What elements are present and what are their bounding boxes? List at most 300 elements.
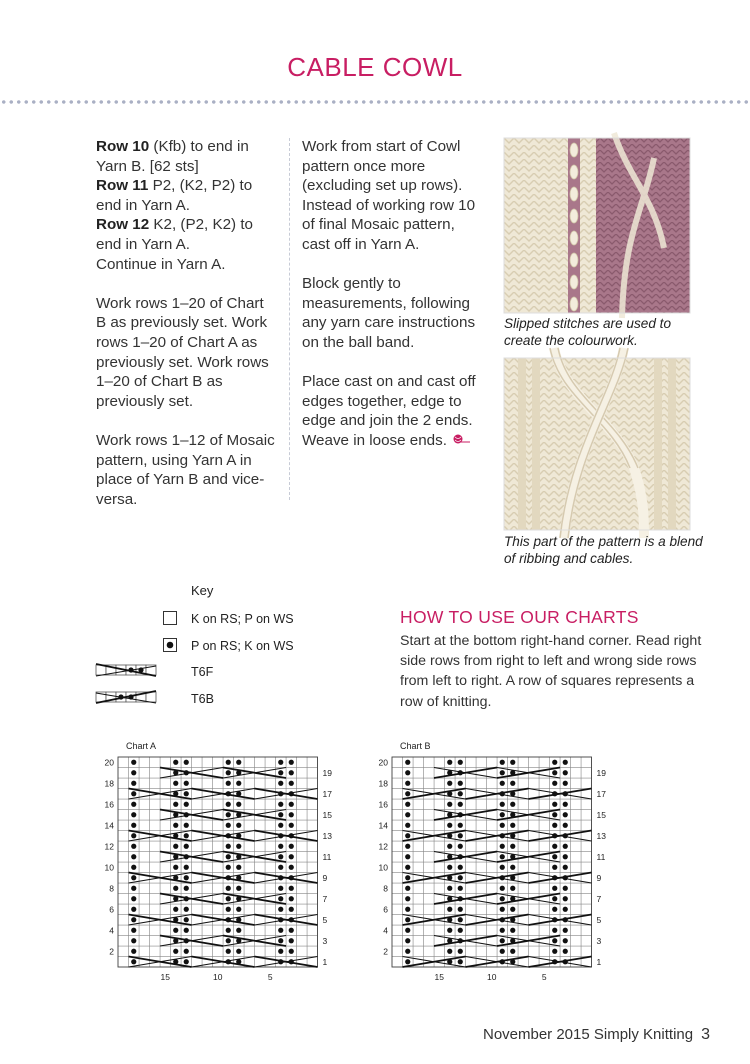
- row-label: 18: [104, 778, 114, 789]
- purl-dot: [500, 938, 505, 943]
- chart-cell: [518, 757, 529, 768]
- purl-dot: [552, 949, 557, 954]
- purl-dot: [289, 802, 294, 807]
- chart-cell: [571, 946, 582, 957]
- chart-cell: [571, 841, 582, 852]
- chart-cell: [539, 820, 550, 831]
- row-label: 11: [596, 851, 606, 862]
- chart-cell: [118, 915, 129, 926]
- purl-dot: [289, 760, 294, 765]
- chart-cell: [307, 778, 318, 789]
- howto-text: Start at the bottom right-hand corner. Read right side rows from right to left and wrong side rows from left to right. A row of squares represents a row of knitting.: [400, 633, 702, 710]
- t6f-cable-icon: [95, 663, 161, 684]
- chart-cell: [192, 841, 203, 852]
- column-label: 5: [541, 972, 547, 982]
- purl-dot: [184, 802, 189, 807]
- chart-cell: [202, 820, 213, 831]
- chart-cell: [150, 946, 161, 957]
- chart-cell: [213, 841, 224, 852]
- purl-dot: [563, 949, 568, 954]
- chart-cell: [213, 946, 224, 957]
- chart-cell: [529, 820, 540, 831]
- chart-cell: [581, 862, 592, 873]
- row-label: 2: [109, 946, 114, 957]
- key-item-label: T6F: [191, 665, 214, 679]
- purl-dot: [278, 812, 283, 817]
- chart-cell: [518, 904, 529, 915]
- purl-dot: [278, 886, 283, 891]
- footer: [483, 1026, 710, 1044]
- purl-dot: [563, 896, 568, 901]
- chart-cell: [413, 757, 424, 768]
- purl-dot: [226, 949, 231, 954]
- purl-dot: [278, 823, 283, 828]
- purl-dot: [405, 823, 410, 828]
- chart-cell: [202, 841, 213, 852]
- chart-cell: [518, 925, 529, 936]
- purl-dot: [131, 907, 136, 912]
- row-label: 10: [378, 862, 388, 873]
- purl-dot: [500, 854, 505, 859]
- purl-dot: [405, 917, 410, 922]
- chart-cell: [392, 957, 403, 968]
- chart-cell: [255, 757, 266, 768]
- chart-cell: [307, 768, 318, 779]
- chart-cell: [539, 841, 550, 852]
- row-label: 12: [104, 841, 114, 852]
- chart-a-svg: [96, 735, 332, 985]
- purl-dot: [131, 854, 136, 859]
- chart-cell: [213, 757, 224, 768]
- purl-dot: [552, 770, 557, 775]
- chart-cell: [581, 778, 592, 789]
- purl-dot: [278, 802, 283, 807]
- photo2-caption: This part of the pattern is a blend of ribbing and cables.: [504, 534, 703, 566]
- chart-cell: [571, 894, 582, 905]
- mosaic-paragraph: Work rows 1–12 of Mosaic pattern, using Yarn A in place of Yarn B and vice-versa.: [96, 431, 275, 508]
- purl-dot: [563, 938, 568, 943]
- purl-dot: [184, 917, 189, 922]
- chart-cell: [529, 946, 540, 957]
- purl-dot: [458, 781, 463, 786]
- purl-dot: [552, 896, 557, 901]
- chart-cell: [139, 862, 150, 873]
- row-label: 3: [322, 935, 328, 946]
- chart-cell: [307, 925, 318, 936]
- chart-cell: [424, 946, 435, 957]
- purl-dot: [563, 928, 568, 933]
- purl-dot: [226, 928, 231, 933]
- chart-cell: [529, 799, 540, 810]
- row-label: 9: [596, 872, 602, 883]
- row-label: 6: [109, 904, 114, 915]
- chart-cell: [581, 904, 592, 915]
- purl-dot: [289, 938, 294, 943]
- purl-dot: [447, 760, 452, 765]
- chart-cell: [118, 894, 129, 905]
- chart-cell: [265, 883, 276, 894]
- purl-dot: [563, 802, 568, 807]
- purl-dot: [500, 928, 505, 933]
- purl-dot: [289, 949, 294, 954]
- purl-dot: [458, 844, 463, 849]
- row-label: 12: [378, 841, 388, 852]
- purl-dot: [131, 959, 136, 964]
- chart-cell: [466, 925, 477, 936]
- purl-dot: [563, 823, 568, 828]
- chart-cell: [424, 904, 435, 915]
- row-label: 1: [322, 956, 328, 967]
- purl-dot: [184, 823, 189, 828]
- chart-cell: [307, 904, 318, 915]
- chart-cell: [466, 820, 477, 831]
- purl-dot: [447, 844, 452, 849]
- chart-cell: [297, 894, 308, 905]
- purl-dot: [278, 907, 283, 912]
- chart-cell: [255, 946, 266, 957]
- purl-dot: [131, 812, 136, 817]
- howto-heading: HOW TO USE OUR CHARTS: [400, 607, 639, 627]
- purl-dot: [458, 907, 463, 912]
- purl-dot: [173, 865, 178, 870]
- chart-cell: [297, 925, 308, 936]
- purl-dot: [278, 949, 283, 954]
- purl-dot: [405, 770, 410, 775]
- purl-dot: [278, 781, 283, 786]
- chart-cell: [255, 925, 266, 936]
- chart-cell: [413, 810, 424, 821]
- purl-dot: [405, 854, 410, 859]
- chart-cell: [466, 862, 477, 873]
- purl-dot: [458, 760, 463, 765]
- chart-cell: [160, 820, 171, 831]
- purl-dot: [226, 938, 231, 943]
- purl-dot: [500, 781, 505, 786]
- purl-dot: [236, 802, 241, 807]
- chart-cell: [118, 852, 129, 863]
- purl-dot: [500, 949, 505, 954]
- purl-dot: [405, 928, 410, 933]
- purl-dot: [458, 802, 463, 807]
- chart-cell: [476, 862, 487, 873]
- purl-dot: [278, 896, 283, 901]
- chart-cell: [571, 925, 582, 936]
- chart-cell: [487, 946, 498, 957]
- purl-dot: [226, 886, 231, 891]
- chart-cell: [213, 778, 224, 789]
- chart-cell: [202, 862, 213, 873]
- purl-dot: [131, 791, 136, 796]
- purl-dot: [510, 865, 515, 870]
- chart-cell: [581, 799, 592, 810]
- chart-cell: [307, 799, 318, 810]
- chart-cell: [118, 936, 129, 947]
- row-label: 11: [322, 851, 332, 862]
- chart-cell: [213, 883, 224, 894]
- purl-dot: [552, 812, 557, 817]
- chart-cell: [255, 904, 266, 915]
- photo1-caption: Slipped stitches are used to create the colourwork.: [504, 316, 672, 348]
- chart-cell: [255, 820, 266, 831]
- column-label: 10: [487, 972, 497, 982]
- finish-paragraph: Place cast on and cast off edges together, edge to edge and join the 2 ends. Weave in loose ends.: [302, 373, 476, 449]
- chart-cell: [539, 946, 550, 957]
- chart-cell: [392, 936, 403, 947]
- row-label: 2: [383, 946, 388, 957]
- purl-dot: [458, 823, 463, 828]
- page-title: CABLE COWL: [287, 52, 463, 82]
- chart-cell: [150, 778, 161, 789]
- chart-cell: [213, 799, 224, 810]
- chart-cell: [118, 841, 129, 852]
- chart-cell: [518, 841, 529, 852]
- chart-cell: [487, 799, 498, 810]
- chart-cell: [487, 904, 498, 915]
- chart-cell: [139, 852, 150, 863]
- chart-cell: [539, 904, 550, 915]
- knit-square-icon: [163, 611, 179, 632]
- chart-cell: [297, 810, 308, 821]
- chart-cell: [297, 778, 308, 789]
- chart-cell: [202, 946, 213, 957]
- key-item-label: K on RS; P on WS: [191, 612, 294, 626]
- purl-dot: [226, 770, 231, 775]
- purl-dot: [500, 760, 505, 765]
- purl-dot: [131, 844, 136, 849]
- chart-cell: [139, 883, 150, 894]
- instructions-column-2: [302, 137, 482, 470]
- column-label: 10: [213, 972, 223, 982]
- purl-dot: [405, 844, 410, 849]
- chart-cell: [118, 946, 129, 957]
- row-label: 16: [104, 799, 114, 810]
- chart-cell: [424, 883, 435, 894]
- chart-cell: [392, 757, 403, 768]
- chart-cell: [297, 946, 308, 957]
- chart-cell: [150, 904, 161, 915]
- purl-dot: [173, 802, 178, 807]
- purl-dot: [405, 907, 410, 912]
- chart-cell: [150, 841, 161, 852]
- purl-dot: [447, 907, 452, 912]
- chart-cell: [434, 946, 445, 957]
- row-label: 9: [322, 872, 328, 883]
- purl-dot: [563, 781, 568, 786]
- row-label: 10: [104, 862, 114, 873]
- chart-cell: [265, 946, 276, 957]
- chart-cell: [244, 778, 255, 789]
- purl-dot: [184, 865, 189, 870]
- t6b-cable-icon: [95, 690, 161, 711]
- purl-dot: [447, 928, 452, 933]
- chart-cell: [160, 946, 171, 957]
- purl-dot: [173, 823, 178, 828]
- purl-dot: [447, 781, 452, 786]
- chart-cell: [160, 925, 171, 936]
- chart-cell: [581, 841, 592, 852]
- chart-cell: [466, 946, 477, 957]
- chart-cell: [424, 841, 435, 852]
- chart-cell: [139, 799, 150, 810]
- chart-cell: [392, 778, 403, 789]
- purl-dot: [236, 865, 241, 870]
- chart-cell: [413, 925, 424, 936]
- purl-dot: [131, 917, 136, 922]
- chart-cell: [581, 852, 592, 863]
- purl-dot: [447, 823, 452, 828]
- purl-dot: [552, 781, 557, 786]
- chart-cell: [529, 862, 540, 873]
- purl-dot: [184, 760, 189, 765]
- chart-cell: [213, 904, 224, 915]
- row-label: 1: [596, 956, 602, 967]
- chart-cell: [518, 862, 529, 873]
- row-label: 5: [596, 914, 602, 925]
- chart-cell: [466, 757, 477, 768]
- chart-cell: [244, 757, 255, 768]
- purl-dot: [278, 770, 283, 775]
- purl-dot: [236, 823, 241, 828]
- chart-cell: [192, 757, 203, 768]
- row-label: 16: [378, 799, 388, 810]
- chart-cell: [118, 789, 129, 800]
- purl-dot: [552, 802, 557, 807]
- chart-cell: [297, 820, 308, 831]
- chart-cell: [139, 768, 150, 779]
- purl-dot: [405, 886, 410, 891]
- chart-cell: [539, 778, 550, 789]
- chart-cell: [539, 757, 550, 768]
- purl-dot: [500, 896, 505, 901]
- chart-cell: [244, 820, 255, 831]
- chart-cell: [476, 799, 487, 810]
- chart-cell: [392, 831, 403, 842]
- purl-dot: [405, 833, 410, 838]
- row-label: 6: [383, 904, 388, 915]
- chart-cell: [265, 925, 276, 936]
- purl-dot: [447, 865, 452, 870]
- chart-cell: [413, 936, 424, 947]
- purl-dot: [500, 812, 505, 817]
- chart-cell: [413, 852, 424, 863]
- chart-cell: [392, 852, 403, 863]
- purl-dot: [236, 760, 241, 765]
- purl-dot: [405, 875, 410, 880]
- chart-cell: [307, 820, 318, 831]
- chart-cell: [160, 757, 171, 768]
- purl-dot: [236, 949, 241, 954]
- chart-cell: [265, 841, 276, 852]
- chart-cell: [150, 883, 161, 894]
- chart-cell: [139, 894, 150, 905]
- chart-cell: [571, 757, 582, 768]
- purl-dot: [131, 865, 136, 870]
- chart-cell: [392, 810, 403, 821]
- chart-cell: [476, 778, 487, 789]
- purl-dot: [289, 928, 294, 933]
- chart-cell: [571, 883, 582, 894]
- chart-cell: [307, 894, 318, 905]
- purl-dot: [236, 781, 241, 786]
- purl-dot: [458, 959, 463, 964]
- purl-dot: [131, 875, 136, 880]
- chart-cell: [487, 841, 498, 852]
- chart-cell: [529, 925, 540, 936]
- purl-dot: [236, 907, 241, 912]
- purl-dot: [563, 907, 568, 912]
- purl-dot: [510, 802, 515, 807]
- chart-cell: [139, 820, 150, 831]
- chart-cell: [213, 862, 224, 873]
- purl-dot: [458, 917, 463, 922]
- dotted-divider: [0, 99, 750, 105]
- chart-cell: [434, 883, 445, 894]
- purl-dot: [173, 760, 178, 765]
- purl-dot: [278, 854, 283, 859]
- purl-dot: [173, 949, 178, 954]
- purl-dot: [131, 833, 136, 838]
- chart-cell: [265, 862, 276, 873]
- chart-cell: [413, 904, 424, 915]
- chart-cell: [297, 841, 308, 852]
- row-instruction: Continue in Yarn A.: [96, 255, 226, 273]
- purl-dot: [226, 812, 231, 817]
- colourwork-photo: [504, 138, 690, 313]
- chart-cell: [202, 778, 213, 789]
- chart-cell: [581, 925, 592, 936]
- chart-cell: [213, 925, 224, 936]
- chart-cell: [476, 757, 487, 768]
- purl-dot: [289, 854, 294, 859]
- purl-dot: [552, 886, 557, 891]
- purl-dot: [289, 781, 294, 786]
- purl-dot: [405, 865, 410, 870]
- chart-cell: [581, 883, 592, 894]
- chart-cell: [571, 799, 582, 810]
- chart-cell: [424, 820, 435, 831]
- chart-cell: [476, 946, 487, 957]
- chart-cell: [424, 894, 435, 905]
- purl-dot: [500, 865, 505, 870]
- chart-cell: [413, 820, 424, 831]
- chart-cell: [571, 768, 582, 779]
- chart-cell: [160, 862, 171, 873]
- purl-dot: [405, 938, 410, 943]
- chart-cell: [307, 810, 318, 821]
- chart-cell: [571, 904, 582, 915]
- purl-dot: [405, 802, 410, 807]
- chart-cell: [413, 841, 424, 852]
- chart-cell: [581, 757, 592, 768]
- chart-cell: [392, 904, 403, 915]
- purl-dot: [563, 760, 568, 765]
- chart-cell: [424, 757, 435, 768]
- chart-cell: [244, 883, 255, 894]
- chart-cell: [434, 757, 445, 768]
- purl-dot: [173, 781, 178, 786]
- chart-cell: [244, 904, 255, 915]
- key-title: Key: [191, 583, 214, 598]
- chart-cell: [487, 820, 498, 831]
- chart-cell: [150, 925, 161, 936]
- chart-cell: [297, 904, 308, 915]
- chart-cell: [487, 925, 498, 936]
- purl-dot: [289, 770, 294, 775]
- purl-dot: [552, 865, 557, 870]
- chart-cell: [476, 925, 487, 936]
- chart-cell: [139, 904, 150, 915]
- chart-cell: [150, 768, 161, 779]
